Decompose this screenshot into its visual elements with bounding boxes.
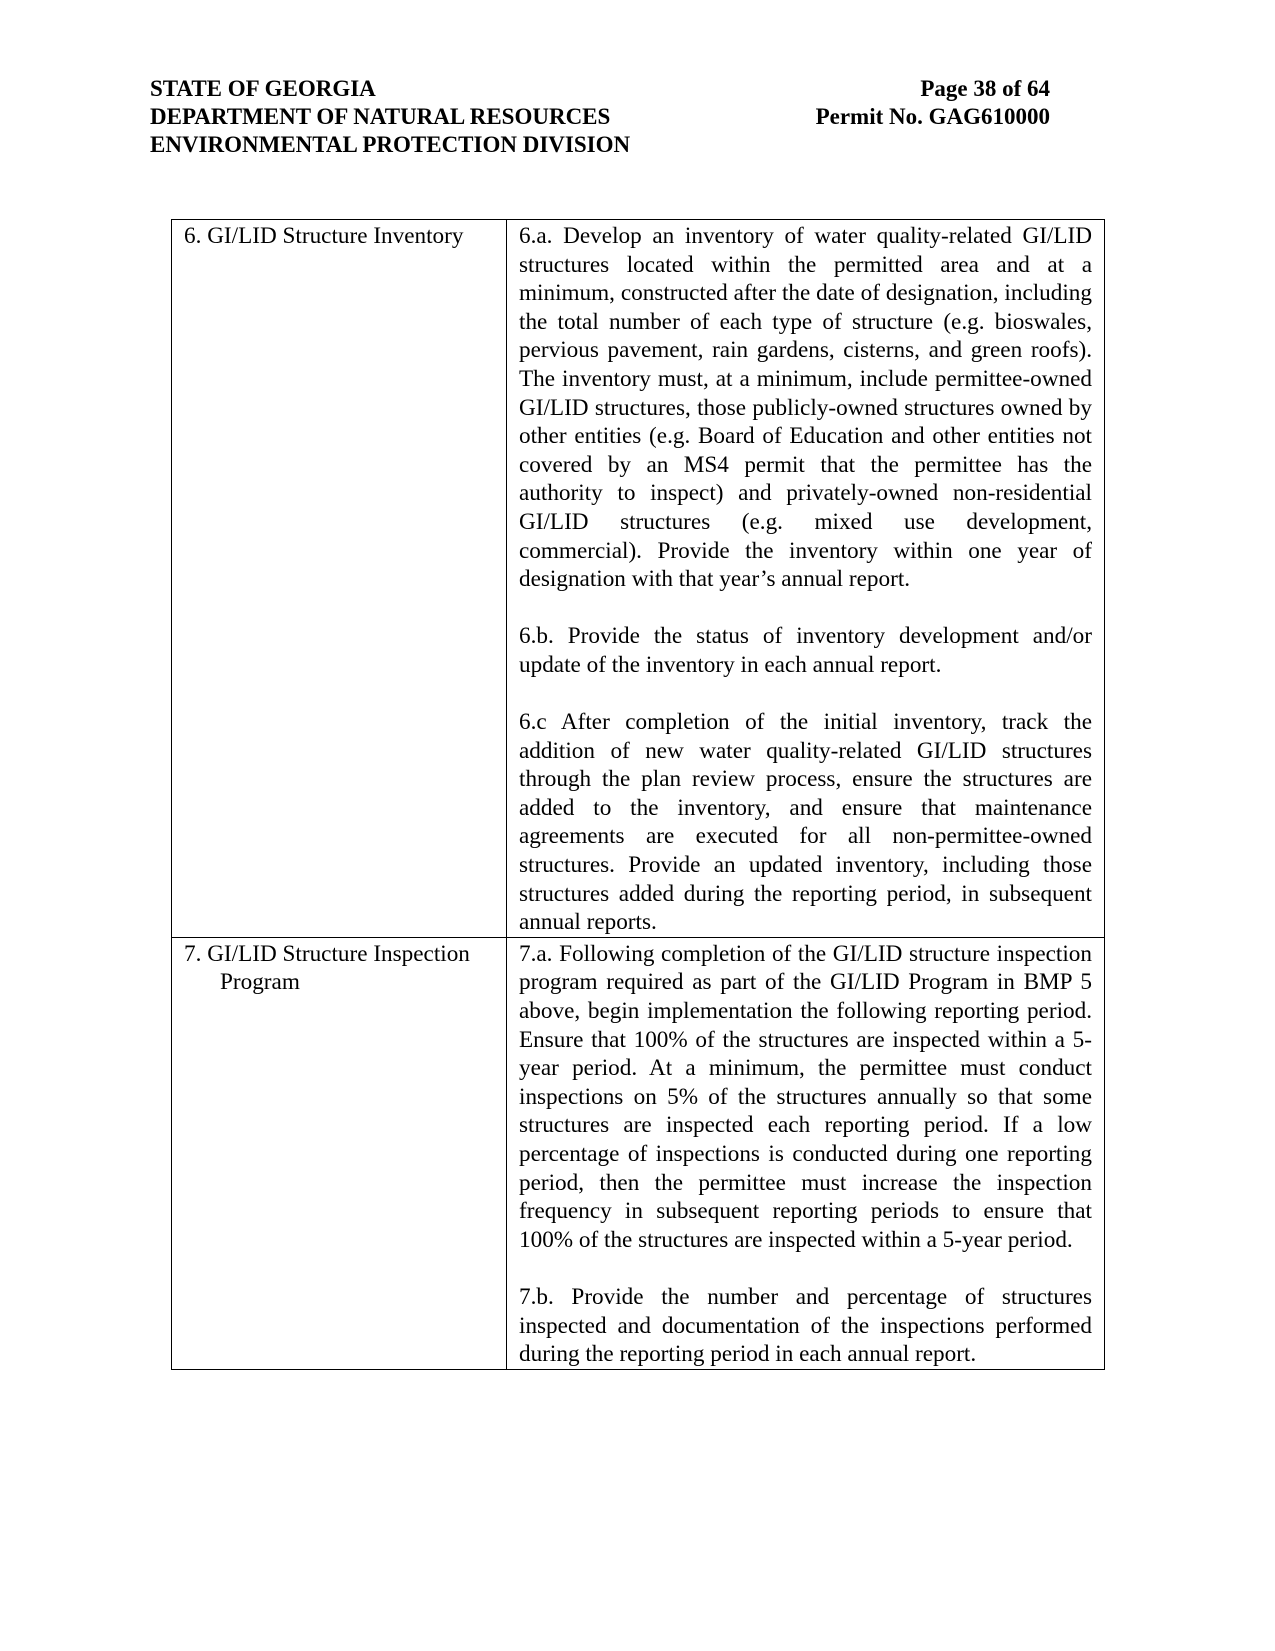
- requirement-paragraph: 7.a. Following completion of the GI/LID structure inspection program required as part of the GI/LID Program in BMP 5 above, begin implementation the following reporting period. Ensure that 100% of the structures are inspected within a 5-year period. At a minimum, the permittee must conduct inspections on 5% of the structures annually so that some structures are inspected each reporting period. If a low percentage of inspections is conducted during one reporting period, then the permittee must increase the inspection frequency in subsequent reporting periods to ensure that 100% of the structures are inspected within a 5-year period.: [519, 940, 1092, 1253]
- bmp-name-cell: [172, 937, 507, 1369]
- page-number: Page 38 of 64: [920, 76, 1050, 101]
- agency-state: STATE OF GEORGIA: [150, 76, 376, 101]
- agency-department: DEPARTMENT OF NATURAL RESOURCES: [150, 104, 611, 129]
- bmp-requirements-cell: [507, 220, 1105, 938]
- agency-block: [150, 75, 770, 159]
- bmp-name-cell: [172, 220, 507, 938]
- requirement-paragraph: 7.b. Provide the number and percentage of structures inspected and documentation of the inspections performed during the reporting period in each annual report.: [519, 1283, 1092, 1368]
- bmp-name: 7. GI/LID Structure Inspection Program: [184, 940, 470, 996]
- page-info-block: [790, 75, 1050, 131]
- permit-number: Permit No. GAG610000: [815, 104, 1050, 129]
- requirement-paragraph: 6.c After completion of the initial inventory, track the addition of new water quality-related GI/LID structures through the plan review process, ensure the structures are added to the inventory, and ensure that maintenance agreements are executed for all non-permittee-owned structures. Provide an updated inventory, including those structures added during the reporting period, in subsequent annual reports.: [519, 709, 1092, 936]
- bmp-requirements-cell: [507, 937, 1105, 1369]
- table-row: [172, 220, 1105, 938]
- table-row: [172, 937, 1105, 1369]
- bmp-name: 6. GI/LID Structure Inventory: [184, 223, 464, 249]
- agency-division: ENVIRONMENTAL PROTECTION DIVISION: [150, 132, 631, 157]
- requirement-paragraph: 6.b. Provide the status of inventory development and/or update of the inventory in each annual report.: [519, 623, 1092, 678]
- requirement-paragraph: 6.a. Develop an inventory of water quality-related GI/LID structures located within the permitted area and at a minimum, constructed after the date of designation, including the total number of each type of structure (e.g. bioswales, pervious pavement, rain gardens, cisterns, and green roofs). The inventory must, at a minimum, include permittee-owned GI/LID structures, those publicly-owned structures owned by other entities (e.g. Board of Education and other entities not covered by an MS4 permit that the permittee has the authority to inspect) and privately-owned non-residential GI/LID structures (e.g. mixed use development, commercial). Provide the inventory within one year of designation with that year’s annual report.: [519, 223, 1092, 593]
- bmp-table: [171, 219, 1105, 1370]
